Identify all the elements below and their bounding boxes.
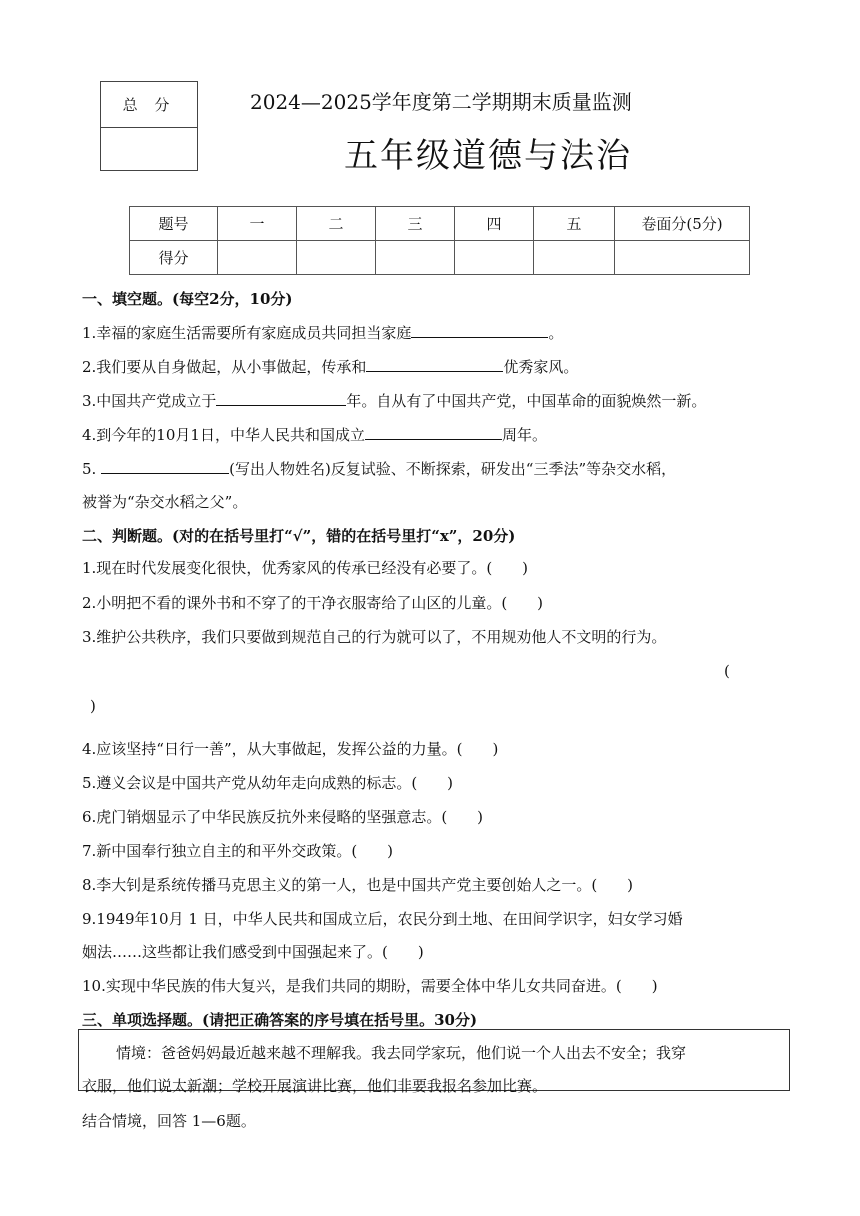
fill-question-2: [82, 356, 578, 377]
score-table-cell: 一: [218, 207, 297, 241]
judge-question-2: 2.小明把不看的课外书和不穿了的干净衣服寄给了山区的儿童。( ): [82, 594, 544, 612]
judge-question-5: 5.遵义会议是中国共产党从幼年走向成熟的标志。( ): [82, 774, 454, 792]
question-text: (写出人物姓名)反复试验、不断探索，研发出“三季法”等杂交水稻，: [229, 460, 677, 478]
exam-title: 2024—2025学年度第二学期期末质量监测: [250, 90, 632, 114]
score-table-cell: 题号: [130, 207, 218, 241]
score-input-cell: [534, 241, 615, 275]
fill-question-4: [82, 424, 547, 445]
score-input-cell: [218, 241, 297, 275]
score-table-cell: 四: [455, 207, 534, 241]
score-table-cell: 五: [534, 207, 615, 241]
score-input-cell: [376, 241, 455, 275]
score-table: [129, 206, 750, 275]
score-input-cell: [615, 241, 750, 275]
judge-question-4: 4.应该坚持“日行一善”，从大事做起，发挥公益的力量。( ): [82, 740, 499, 758]
question-text: 3.中国共产党成立于: [82, 392, 217, 410]
question-text: 4.到今年的10月1日，中华人民共和国成立: [82, 426, 365, 444]
judge-question-1: 1.现在时代发展变化很快，优秀家风的传承已经没有必要了。( ): [82, 559, 529, 577]
judge-question-3: 3.维护公共秩序，我们只要做到规范自己的行为就可以了，不用规劝他人不文明的行为。: [82, 628, 667, 646]
question-text: 1.幸福的家庭生活需要所有家庭成员共同担当家庭: [82, 324, 412, 342]
section2-heading: 二、判断题。(对的在括号里打“√”，错的在括号里打“x”，20分): [82, 527, 516, 545]
judge-question-7: 7.新中国奉行独立自主的和平外交政策。( ): [82, 842, 394, 860]
score-table-score-row: [130, 241, 750, 275]
total-score-box: [100, 81, 198, 171]
judge-question-9-cont: 姻法……这些都让我们感受到中国强起来了。( ): [82, 943, 424, 961]
judge-question-9: 9.1949年10月 1 日，中华人民共和国成立后，农民分到土地、在田间学识字，妇女学习婚: [82, 910, 683, 928]
fill-question-1: [82, 322, 563, 343]
question-text: 周年。: [501, 426, 547, 444]
total-score-label: 总 分: [101, 82, 197, 128]
judge-question-6: 6.虎门销烟显示了中华民族反抗外来侵略的坚强意志。( ): [82, 808, 484, 826]
scenario-instruction: 结合情境，回答 1—6题。: [82, 1112, 256, 1130]
score-table-cell: 得分: [130, 241, 218, 275]
section3-heading: 三、单项选择题。(请把正确答案的序号填在括号里。30分): [82, 1011, 478, 1029]
scenario-text: 情境：爸爸妈妈最近越来越不理解我。我去同学家玩，他们说一个人出去不安全；我穿: [116, 1044, 687, 1062]
subject-title: 五年级道德与法治: [344, 136, 632, 176]
answer-paren-close: ): [90, 697, 96, 715]
fill-question-5-cont: 被誉为“杂交水稻之父”。: [82, 493, 248, 511]
question-text: 优秀家风。: [503, 358, 579, 376]
scenario-text-cont: 衣服，他们说太新潮；学校开展演讲比赛，他们非要我报名参加比赛。: [82, 1077, 548, 1095]
answer-blank: [101, 458, 229, 474]
judge-question-8: 8.李大钊是系统传播马克思主义的第一人，也是中国共产党主要创始人之一。( ): [82, 876, 634, 894]
question-text: 5.: [82, 460, 102, 478]
answer-blank: [216, 390, 346, 406]
question-text: 。: [548, 324, 564, 342]
question-text: 2.我们要从自身做起，从小事做起，传承和: [82, 358, 367, 376]
answer-blank: [365, 424, 502, 440]
fill-question-5: [82, 458, 676, 479]
answer-paren-open: (: [724, 662, 730, 680]
score-table-header-row: [130, 207, 750, 241]
score-input-cell: [297, 241, 376, 275]
question-text: 年。自从有了中国共产党，中国革命的面貌焕然一新。: [346, 392, 707, 410]
judge-question-10: 10.实现中华民族的伟大复兴，是我们共同的期盼，需要全体中华儿女共同奋进。( ): [82, 977, 658, 995]
score-table-cell: 卷面分(5分): [615, 207, 750, 241]
answer-blank: [366, 356, 503, 372]
score-table-cell: 三: [376, 207, 455, 241]
section1-heading: 一、填空题。(每空2分，10分): [82, 290, 293, 308]
score-input-cell: [455, 241, 534, 275]
score-table-cell: 二: [297, 207, 376, 241]
fill-question-3: [82, 390, 706, 411]
answer-blank: [411, 322, 548, 338]
